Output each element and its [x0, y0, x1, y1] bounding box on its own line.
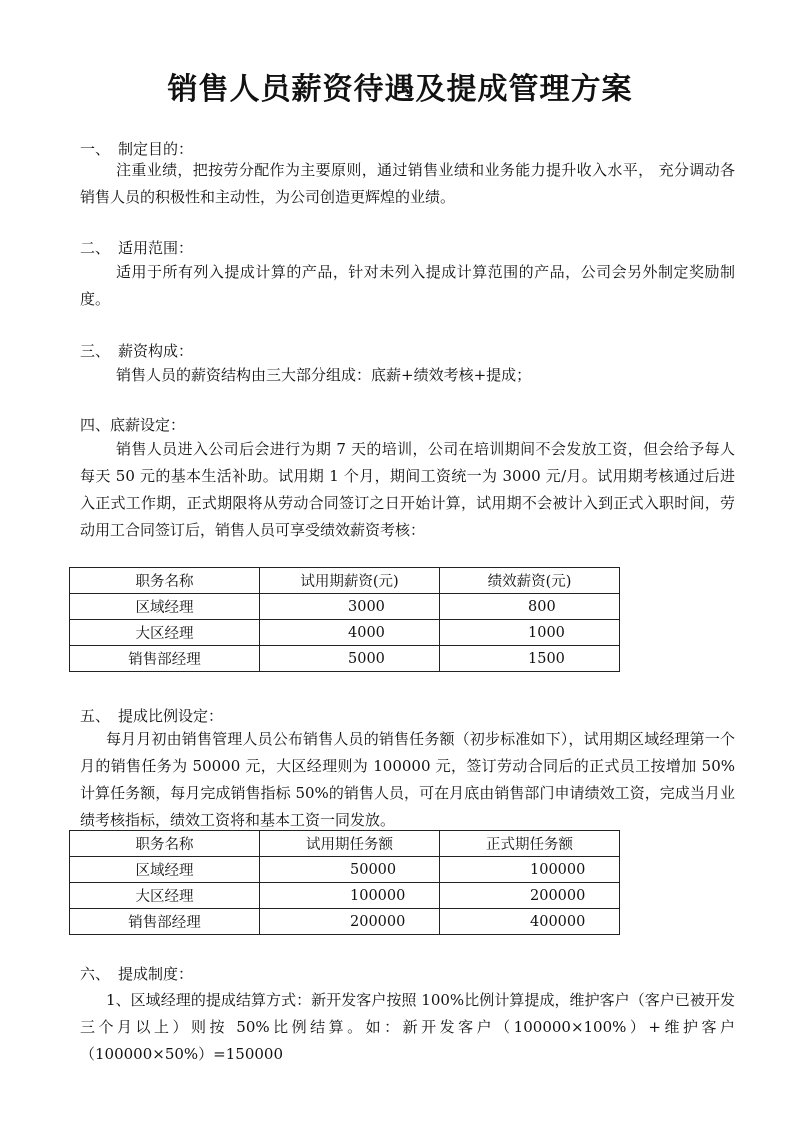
section-4-title: 底薪设定：: [110, 416, 186, 434]
table-cell: 100000: [260, 883, 440, 909]
section-4-number: 四、: [80, 416, 111, 434]
table-cell: 大区经理: [70, 883, 260, 909]
table-header-row: [70, 831, 620, 857]
section-4-heading: [80, 415, 185, 435]
section-6-number: 六、: [80, 965, 111, 983]
section-3-heading: [80, 341, 193, 361]
section-6-body: 1、区域经理的提成结算方式：新开发客户按照 100%比例计算提成，维护客户（客户已被开发三个月以上）则按 50%比例结算。如：新开发客户（100000×100%）+维护客户（100000×50%）=150000: [80, 991, 735, 1063]
section-6-heading: [80, 964, 193, 984]
table-cell: 200000: [260, 909, 440, 935]
table-row: [70, 620, 620, 646]
table-cell: 100000: [440, 857, 620, 883]
table-header-cell: 职务名称: [70, 831, 260, 857]
table-cell: 1500: [440, 646, 620, 672]
task-table: [69, 830, 620, 935]
table-cell: 5000: [260, 646, 440, 672]
table-row: [70, 594, 620, 620]
section-2-number: 二、: [80, 239, 111, 257]
table-cell: 400000: [440, 909, 620, 935]
section-3-number: 三、: [80, 342, 111, 360]
table-cell: 200000: [440, 883, 620, 909]
table-header-cell: 职务名称: [70, 568, 260, 594]
section-2-title: 适用范围：: [118, 239, 194, 257]
section-3-body: 销售人员的薪资结构由三大部分组成：底薪+绩效考核+提成；: [116, 366, 532, 384]
section-1-title: 制定目的：: [118, 140, 194, 158]
section-1-body: 注重业绩，把按劳分配作为主要原则，通过销售业绩和业务能力提升收入水平， 充分调动各销售人员的积极性和主动性，为公司创造更辉煌的业绩。: [80, 161, 735, 206]
section-4-body: 销售人员进入公司后会进行为期 7 天的培训，公司在培训期间不会发放工资，但会给予每人每天 50 元的基本生活补助。试用期 1 个月，期间工资统一为 3000 元/月。试用期考核通过后进入正式工作期，正式期限将从劳动合同签订之日开始计算，试用期不会被计入到正式入职时间，劳动用工合同签订后，销售人员可享受绩效薪资考核：: [80, 440, 735, 539]
section-1-heading: [80, 139, 193, 159]
section-2-heading: [80, 238, 193, 258]
table-cell: 区域经理: [70, 594, 260, 620]
table-header-cell: 正式期任务额: [440, 831, 620, 857]
table-cell: 3000: [260, 594, 440, 620]
table-cell: 4000: [260, 620, 440, 646]
table-header-row: [70, 568, 620, 594]
table-header-cell: 绩效薪资(元): [440, 568, 620, 594]
table-cell: 1000: [440, 620, 620, 646]
table-header-cell: 试用期任务额: [260, 831, 440, 857]
table-cell: 区域经理: [70, 857, 260, 883]
table-row: [70, 646, 620, 672]
section-2-body: 适用于所有列入提成计算的产品，针对未列入提成计算范围的产品，公司会另外制定奖励制度。: [80, 263, 735, 308]
section-1-number: 一、: [80, 140, 111, 158]
section-5-title: 提成比例设定：: [118, 707, 224, 725]
table-cell: 销售部经理: [70, 909, 260, 935]
section-3-title: 薪资构成：: [118, 342, 194, 360]
table-row: [70, 857, 620, 883]
table-cell: 800: [440, 594, 620, 620]
section-5-body: 每月月初由销售管理人员公布销售人员的销售任务额（初步标准如下），试用期区域经理第一个月的销售任务为 50000 元，大区经理则为 100000 元，签订劳动合同后的正式员工按增加 50%计算任务额，每月完成销售指标 50%的销售人员，可在月底由销售部门申请绩效工资，完成当月业绩考核指标，绩效工资将和基本工资一同发放。: [80, 730, 735, 829]
table-cell: 销售部经理: [70, 646, 260, 672]
section-5-number: 五、: [80, 707, 111, 725]
section-5-heading: [80, 706, 223, 726]
table-cell: 大区经理: [70, 620, 260, 646]
section-6-title: 提成制度：: [118, 965, 194, 983]
salary-table: [69, 567, 620, 672]
table-header-cell: 试用期薪资(元): [260, 568, 440, 594]
table-row: [70, 909, 620, 935]
table-row: [70, 883, 620, 909]
table-cell: 50000: [260, 857, 440, 883]
document-title: 销售人员薪资待遇及提成管理方案: [167, 72, 633, 107]
